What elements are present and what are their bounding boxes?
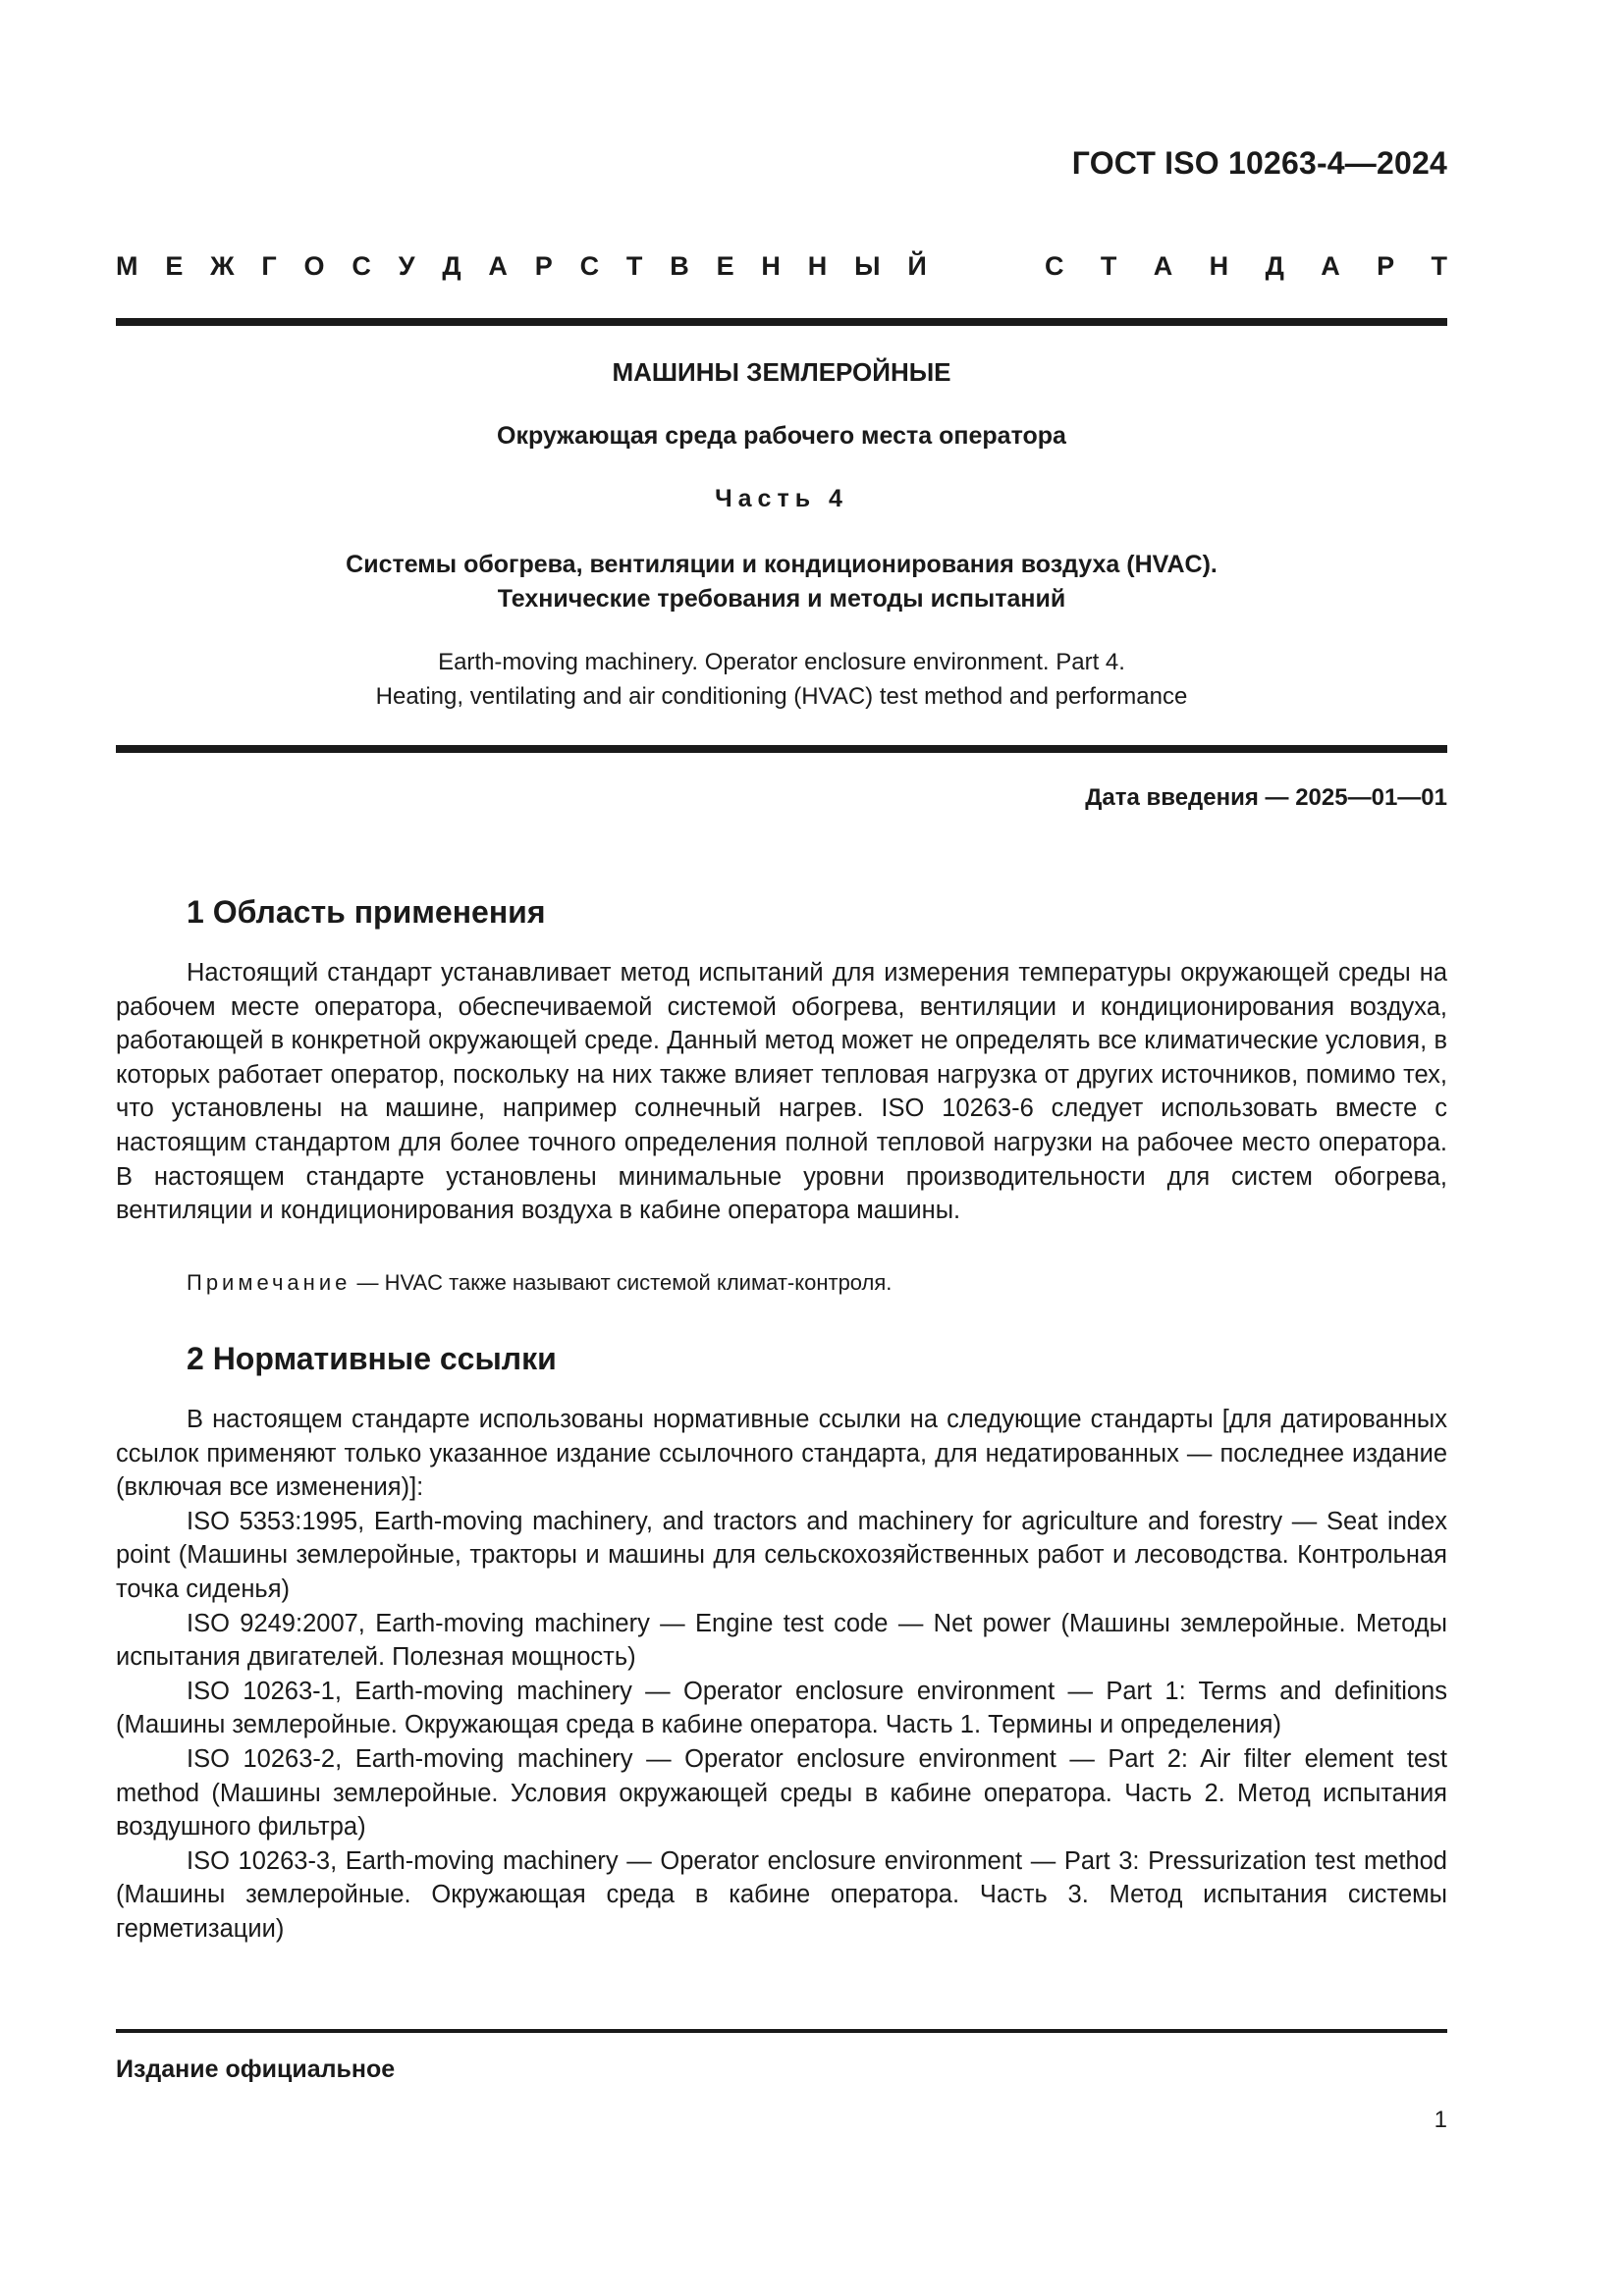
reference-item: ISO 10263-2, Earth-moving machinery — Operator enclosure environment — Part 2: Air filter element test method (Машины землеройные. Условия окружающей среды в кабине оператора. Часть 2. Метод испытания воздушного фильтра) bbox=[116, 1744, 1447, 1842]
scope-note bbox=[187, 1268, 892, 1298]
banner-letter: А bbox=[1321, 251, 1340, 281]
official-edition-label: Издание официальное bbox=[116, 2056, 396, 2083]
section-1-body bbox=[116, 956, 1447, 1228]
banner-letter: Г bbox=[261, 251, 277, 281]
english-title-line-1: Earth-moving machinery. Operator enclosure environment. Part 4. bbox=[438, 649, 1125, 675]
section-1-heading: 1 Область применения bbox=[187, 894, 546, 930]
banner-letter: Р bbox=[534, 251, 553, 281]
references-intro: В настоящем стандарте использованы нормативные ссылки на следующие стандарты [для датированных ссылок применяют только указанное издание ссылочного стандарта, для недатированных — последнее издание (включая все изменения)]: bbox=[116, 1406, 1447, 1502]
english-title bbox=[116, 645, 1447, 714]
banner-letter: А bbox=[488, 251, 508, 281]
banner-letter: С bbox=[579, 251, 600, 281]
note-label: Примечание bbox=[187, 1270, 352, 1295]
document-part-title bbox=[116, 548, 1447, 616]
page-number: 1 bbox=[1434, 2107, 1447, 2133]
banner-letter: М bbox=[116, 251, 138, 281]
part-title-line-2: Технические требования и методы испытаний bbox=[497, 585, 1066, 613]
banner-letter: Ы bbox=[854, 251, 881, 281]
banner-letter: А bbox=[1153, 251, 1173, 281]
banner-letter: Д bbox=[1265, 251, 1284, 281]
banner-letter: О bbox=[303, 251, 325, 281]
section-2-heading: 2 Нормативные ссылки bbox=[187, 1341, 557, 1376]
standard-banner bbox=[116, 251, 1447, 282]
reference-item: ISO 10263-3, Earth-moving machinery — Operator enclosure environment — Part 3: Pressurization test method (Машины землеройные. Окружающая среда в кабине оператора. Часть 3. Метод испытания системы герметизации) bbox=[116, 1846, 1447, 1943]
banner-letter: В bbox=[670, 251, 689, 281]
banner-letter: Н bbox=[1209, 251, 1229, 281]
banner-letter: Р bbox=[1377, 251, 1395, 281]
banner-letter: Д bbox=[442, 251, 461, 281]
section-2-body bbox=[116, 1403, 1447, 1947]
document-part: Часть 4 bbox=[715, 485, 848, 512]
banner-letter: У bbox=[398, 251, 415, 281]
banner-letter: С bbox=[352, 251, 371, 281]
banner-letter: Й bbox=[907, 251, 927, 281]
reference-item: ISO 10263-1, Earth-moving machinery — Operator enclosure environment — Part 1: Terms and definitions (Машины землеройные. Окружающая среда в кабине оператора. Часть 1. Термины и определения) bbox=[116, 1677, 1447, 1739]
reference-item: ISO 9249:2007, Earth-moving machinery — Engine test code — Net power (Машины землеройные. Методы испытания двигателей. Полезная мощность) bbox=[116, 1609, 1447, 1672]
banner-letter: Ж bbox=[210, 251, 235, 281]
note-text: — HVAC также называют системой климат-контроля. bbox=[351, 1270, 893, 1295]
banner-letter: Т bbox=[1100, 251, 1117, 281]
part-title-line-1: Системы обогрева, вентиляции и кондиционирования воздуха (HVAC). bbox=[346, 551, 1218, 578]
banner-letter: Н bbox=[761, 251, 781, 281]
banner-word-1 bbox=[116, 251, 927, 282]
scope-paragraph: Настоящий стандарт устанавливает метод испытаний для измерения температуры окружающей среды на рабочем месте оператора, обеспечиваемой системой обогрева, вентиляции и кондиционирования воздуха, работающей в конкретной окружающей среде. Данный метод может не определять все климатические условия, в которых работает оператор, поскольку на них также влияет тепловая нагрузка от других источников, помимо тех, что установлены на машине, например солнечный нагрев. ISO 10263-6 следует использовать вместе с настоящим стандартом для более точного определения полной тепловой нагрузки на рабочее место оператора. В настоящем стандарте установлены минимальные уровни производительности для систем обогрева, вентиляции и кондиционирования воздуха в кабине оператора машины. bbox=[116, 959, 1447, 1225]
top-divider bbox=[116, 318, 1447, 326]
document-code: ГОСТ ISO 10263-4—2024 bbox=[1071, 145, 1447, 181]
banner-letter: Т bbox=[1431, 251, 1447, 281]
banner-letter: Н bbox=[807, 251, 828, 281]
title-divider bbox=[116, 745, 1447, 753]
document-subtitle: Окружающая среда рабочего места оператора bbox=[497, 422, 1066, 450]
banner-letter: Е bbox=[165, 251, 184, 281]
banner-letter: Е bbox=[716, 251, 734, 281]
introduction-date: Дата введения — 2025—01—01 bbox=[1085, 784, 1447, 811]
document-title: МАШИНЫ ЗЕМЛЕРОЙНЫЕ bbox=[612, 357, 951, 387]
reference-item: ISO 5353:1995, Earth-moving machinery, and tractors and machinery for agriculture and forestry — Seat index point (Машины землеройные, тракторы и машины для сельскохозяйственных работ и лесоводства. Контрольная точка сиденья) bbox=[116, 1507, 1447, 1603]
footer-divider bbox=[116, 2029, 1447, 2033]
english-title-line-2: Heating, ventilating and air conditioning (HVAC) test method and performance bbox=[375, 683, 1188, 710]
banner-letter: С bbox=[1045, 251, 1064, 281]
banner-letter: Т bbox=[625, 251, 643, 281]
banner-word-2 bbox=[1045, 251, 1447, 282]
